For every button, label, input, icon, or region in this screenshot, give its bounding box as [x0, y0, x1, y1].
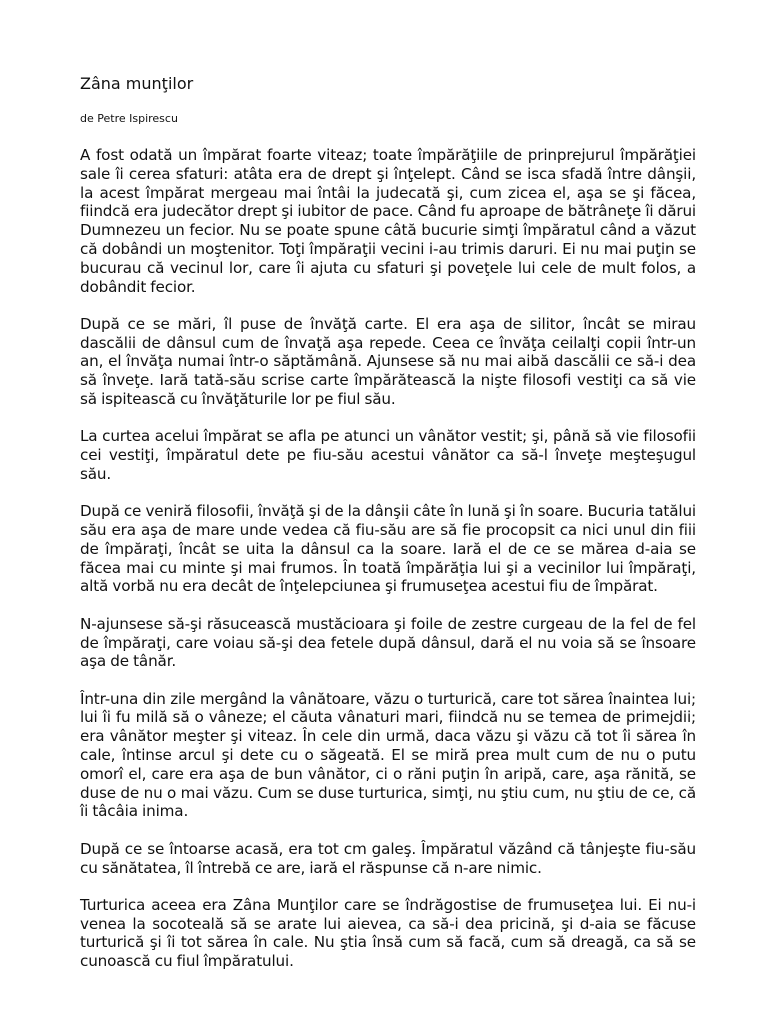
paragraph-1: A fost odată un împărat foarte viteaz; toate împărăţiile de prinprejurul împărăţiei sale îi cerea sfaturi: atâta era de drept şi înţelept. Când se isca sfadă între dânşii, la acest împărat mergeau mai întâi la judecată şi, cum zicea el, aşa se şi făcea, fiindcă era judecător drept şi iubitor de pace. Când fu aproape de bătrâneţe îi dărui Dumnezeu un fecior. Nu se poate spune câtă bucurie simţi împăratul când a văzut că dobândi un moştenitor. Toţi împăraţii vecini i-au trimis daruri. Ei nu mai puţin se bucurau că vecinul lor, care îi ajuta cu sfaturi şi poveţele lui cele de mult folos, a dobândit fecior.	[80, 146, 696, 296]
paragraph-7: După ce se întoarse acasă, era tot cm galeş. Împăratul văzând că tânjeşte fiu-său cu sănătatea, îl întrebă ce are, iară el răspunse că n-are nimic.	[80, 839, 696, 877]
paragraph-4: După ce veniră filosofii, învăţă şi de la dânşii câte în lună şi în soare. Bucuria tatălui său era aşa de mare unde vedea că fiu-său are să fie procopsit ca nici unul din fiii de împăraţi, încât se uita la dânsul ca la soare. Iară el de ce se mărea d-aia se făcea mai cu minte şi mai frumos. În toată împărăţia lui şi a vecinilor lui împăraţi, altă vorbă nu era decât de înţelepciunea şi frumuseţea acestui fiu de împărat.	[80, 502, 696, 596]
document-page	[80, 72, 696, 971]
paragraph-6: Într-una din zile mergând la vânătoare, văzu o turturică, care tot sărea înaintea lui; lui îi fu milă să o vâneze; el căuta vânaturi mari, fiindcă nu se temea de primejdii; era vânător meşter şi viteaz. În cele din urmă, daca văzu şi văzu că tot îi sărea în cale, întinse arcul şi dete cu o săgeată. El se miră prea mult cum de nu o putu omorî el, care era aşa de bun vânător, ci o răni puţin în aripă, care, aşa rănită, se duse de nu o mai văzu. Cum se duse turturica, simţi, nu ştiu cum, nu ştiu de ce, că îi tâcâia inima.	[80, 689, 696, 821]
paragraph-5: N-ajunsese să-şi răsucească mustăcioara şi foile de zestre curgeau de la fel de fel de împăraţi, care voiau să-şi dea fetele după dânsul, dară el nu voia să se însoare aşa de tânăr.	[80, 614, 696, 671]
paragraph-3: La curtea acelui împărat se afla pe atunci un vânător vestit; şi, până să vie filosofii cei vestiţi, împăratul dete pe fiu-său acestui vânător ca să-l înveţe meşteşugul său.	[80, 427, 696, 483]
author-byline: de Petre Ispirescu	[80, 112, 178, 125]
page-title: Zâna munţilor	[80, 74, 194, 93]
paragraph-2: După ce se mări, îl puse de învăţă carte. El era aşa de silitor, încât se mirau dascălii de dânsul cum de învaţă aşa repede. Ceea ce învăţa ceilalţi copii într-un an, el învăţa numai într-o săptămână. Ajunsese să nu mai aibă dascălii ce să-i dea să înveţe. Iară tată-său scrise carte împărătească la nişte filosofi vestiţi ca să vie să ispitească cu învăţăturile lor pe fiul său.	[80, 314, 696, 409]
paragraph-8: Turturica aceea era Zâna Munţilor care se îndrăgostise de frumuseţea lui. Ei nu-i venea la socoteală să se arate lui aievea, ca să-i dea pricină, şi d-aia se făcuse turturică şi îi tot sărea în cale. Nu ştia însă cum să facă, cum să dreagă, ca să se cunoască cu fiul împăratului.	[80, 895, 696, 971]
